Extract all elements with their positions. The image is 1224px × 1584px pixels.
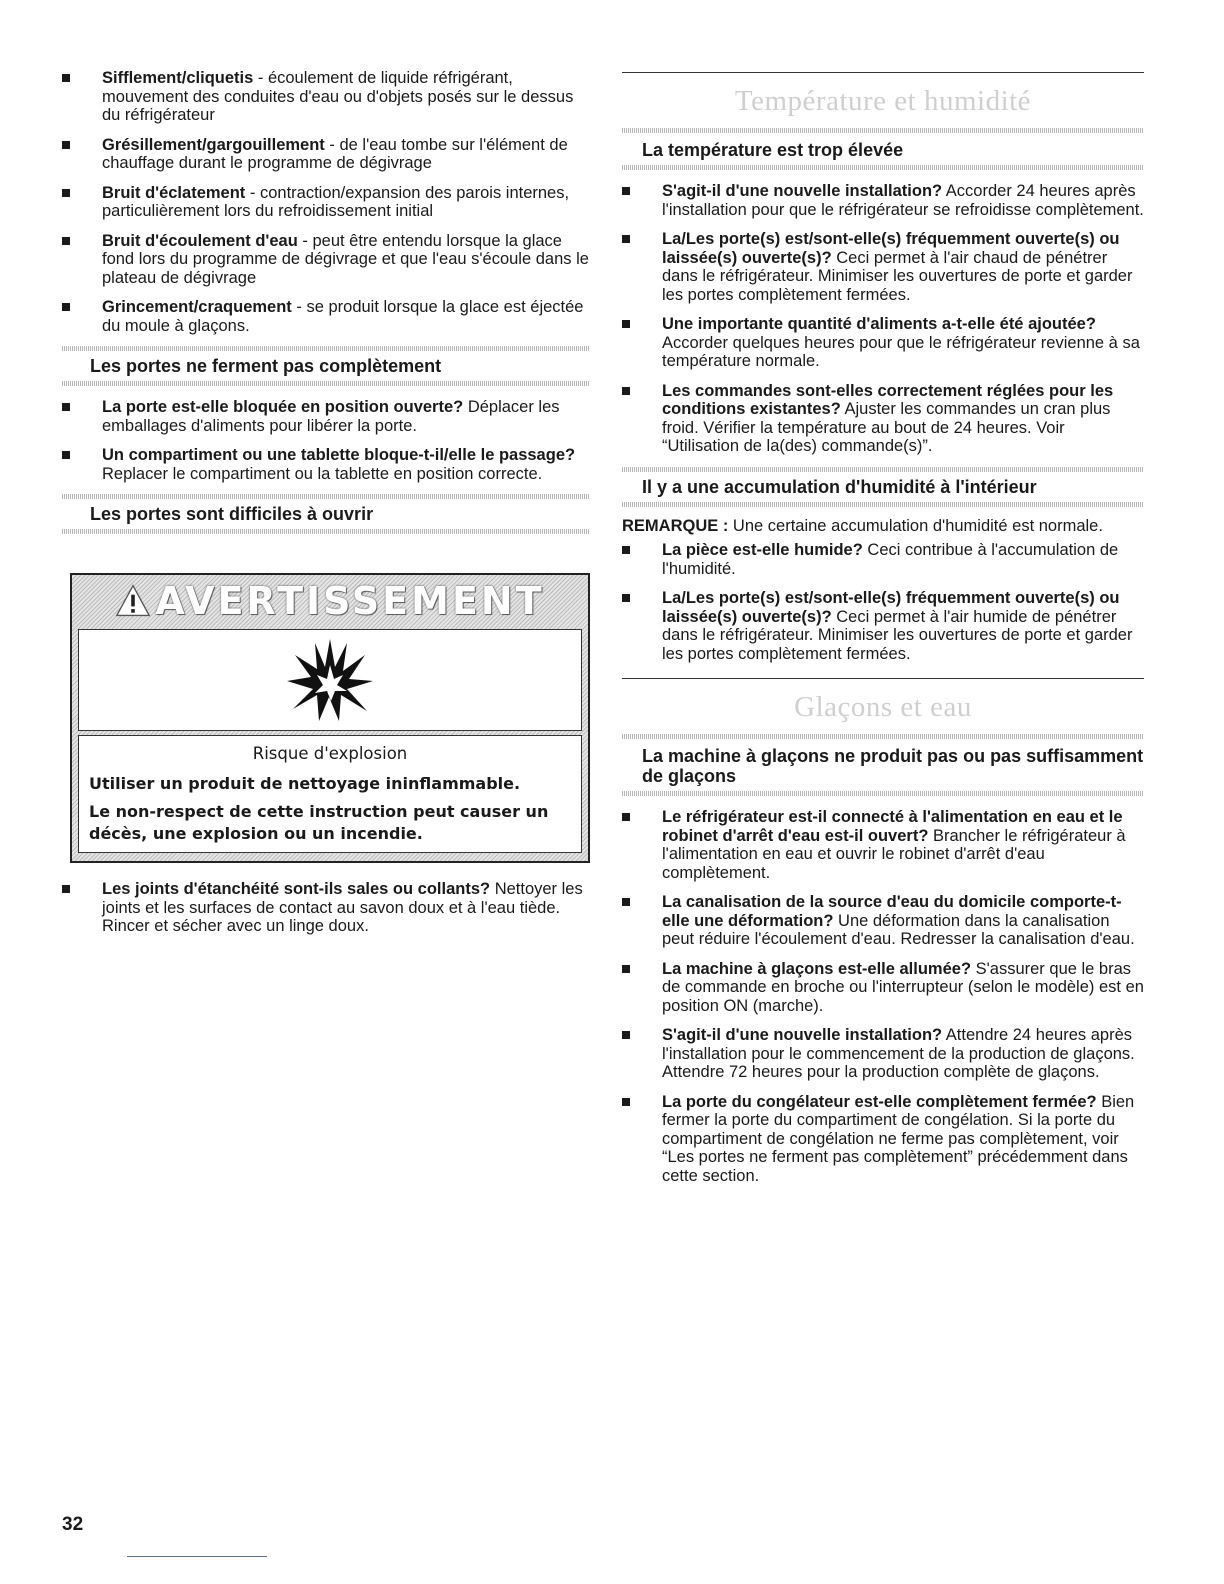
list-item: Une importante quantité d'aliments a-t-elle été ajoutée? Accorder quelques heures pour que le réfrigérateur revienne à sa température normale.: [622, 315, 1144, 371]
list-item: La machine à glaçons est-elle allumée? S'assurer que le bras de commande en broche ou l'interrupteur (selon le modèle) est en position ON (marche).: [622, 960, 1144, 1016]
temp-high-list: [622, 182, 1144, 456]
list-item: La canalisation de la source d'eau du domicile comporte-t-elle une déformation? Une déformation dans la canalisation peut réduire l'écoulement d'eau. Redresser la canalisation d'eau.: [622, 893, 1144, 949]
ice-section-title: Glaçons et eau: [622, 678, 1144, 734]
warning-text-panel: [78, 735, 582, 853]
doors-hard-list: [62, 880, 590, 936]
list-item: Bruit d'éclatement - contraction/expansion des parois internes, particulièrement lors du refroidissement initial: [62, 184, 590, 221]
ice-list: [622, 808, 1144, 1185]
warning-risk: Risque d'explosion: [252, 744, 408, 763]
ice-heading: La machine à glaçons ne produit pas ou pas suffisamment de glaçons: [622, 734, 1144, 796]
temp-high-heading: La température est trop élevée: [622, 128, 1144, 170]
list-item: S'agit-il d'une nouvelle installation? Attendre 24 heures après l'installation pour le commencement de la production de glaçons. Attendre 72 heures pour la production complète de glaçons.: [622, 1026, 1144, 1082]
warning-box: [70, 573, 590, 863]
warning-line-1: Utiliser un produit de nettoyage ininflammable.: [89, 774, 521, 793]
list-item: La porte du congélateur est-elle complètement fermée? Bien fermer la porte du compartiment de congélation. Si la porte du compartiment de congélation ne ferme pas complètement, voir “Les portes ne ferment pas complètement” précédemment dans cette section.: [622, 1093, 1144, 1186]
list-item: Les commandes sont-elles correctement réglées pour les conditions existantes? Ajuster les commandes un cran plus froid. Vérifier la température au bout de 24 heures. Voir “Utilisation de la(des) commande(s)”.: [622, 382, 1144, 456]
humidity-note: REMARQUE : Une certaine accumulation d'humidité est normale.: [622, 516, 1103, 535]
list-item: Le réfrigérateur est-il connecté à l'alimentation en eau et le robinet d'arrêt d'eau est-il ouvert? Brancher le réfrigérateur à l'alimentation en eau et ouvrir le robinet d'arrêt d'eau complètement.: [622, 808, 1144, 882]
left-column: [62, 0, 590, 534]
noise-list: [62, 69, 590, 335]
doors-not-close-heading: Les portes ne ferment pas complètement: [62, 346, 590, 386]
warning-title: AVERTISSEMENT: [155, 579, 545, 623]
list-item: Un compartiment ou une tablette bloque-t-il/elle le passage? Replacer le compartiment ou la tablette en position correcte.: [62, 446, 590, 483]
list-item: La pièce est-elle humide? Ceci contribue à l'accumulation de l'humidité.: [622, 541, 1144, 578]
warning-icon-panel: [78, 629, 582, 731]
list-item: Grincement/craquement - se produit lorsque la glace est éjectée du moule à glaçons.: [62, 298, 590, 335]
left-column-bottom: [62, 880, 590, 947]
list-item: Les joints d'étanchéité sont-ils sales ou collants? Nettoyer les joints et les surfaces de contact au savon doux et à l'eau tiède. Rincer et sécher avec un linge doux.: [62, 880, 590, 936]
humidity-list: [622, 541, 1144, 663]
list-item: La porte est-elle bloquée en position ouverte? Déplacer les emballages d'aliments pour libérer la porte.: [62, 398, 590, 435]
explosion-icon: [285, 637, 375, 723]
humidity-heading: Il y a une accumulation d'humidité à l'intérieur: [622, 467, 1144, 507]
list-item: S'agit-il d'une nouvelle installation? Accorder 24 heures après l'installation pour que le réfrigérateur se refroidisse complètement.: [622, 182, 1144, 219]
doors-not-close-list: [62, 398, 590, 483]
warning-triangle-icon: [115, 583, 151, 619]
list-item: La/Les porte(s) est/sont-elle(s) fréquemment ouverte(s) ou laissée(s) ouverte(s)? Ceci permet à l'air chaud de pénétrer dans le réfrigérateur. Minimiser les ouvertures de porte et garder les portes complètement fermées.: [622, 230, 1144, 304]
list-item: Grésillement/gargouillement - de l'eau tombe sur l'élément de chauffage durant le programme de dégivrage: [62, 136, 590, 173]
warning-line-2: Le non-respect de cette instruction peut causer un décès, une explosion ou un incendie.: [89, 802, 549, 843]
list-item: Sifflement/cliquetis - écoulement de liquide réfrigérant, mouvement des conduites d'eau ou d'objets posés sur le dessus du réfrigérateur: [62, 69, 590, 125]
temperature-section-title: Température et humidité: [622, 72, 1144, 128]
doors-hard-heading: Les portes sont difficiles à ouvrir: [62, 494, 590, 534]
list-item: La/Les porte(s) est/sont-elle(s) fréquemment ouverte(s) ou laissée(s) ouverte(s)? Ceci permet à l'air humide de pénétrer dans le réfrigérateur. Minimiser les ouvertures de porte et garder les portes complètement fermées.: [622, 589, 1144, 663]
warning-header: [72, 575, 588, 627]
right-column: [622, 72, 1144, 1196]
list-item: Bruit d'écoulement d'eau - peut être entendu lorsque la glace fond lors du programme de dégivrage et que l'eau s'écoule dans le plateau de dégivrage: [62, 232, 590, 288]
footer-rule: [127, 1556, 267, 1557]
page-number: 32: [62, 1514, 84, 1535]
